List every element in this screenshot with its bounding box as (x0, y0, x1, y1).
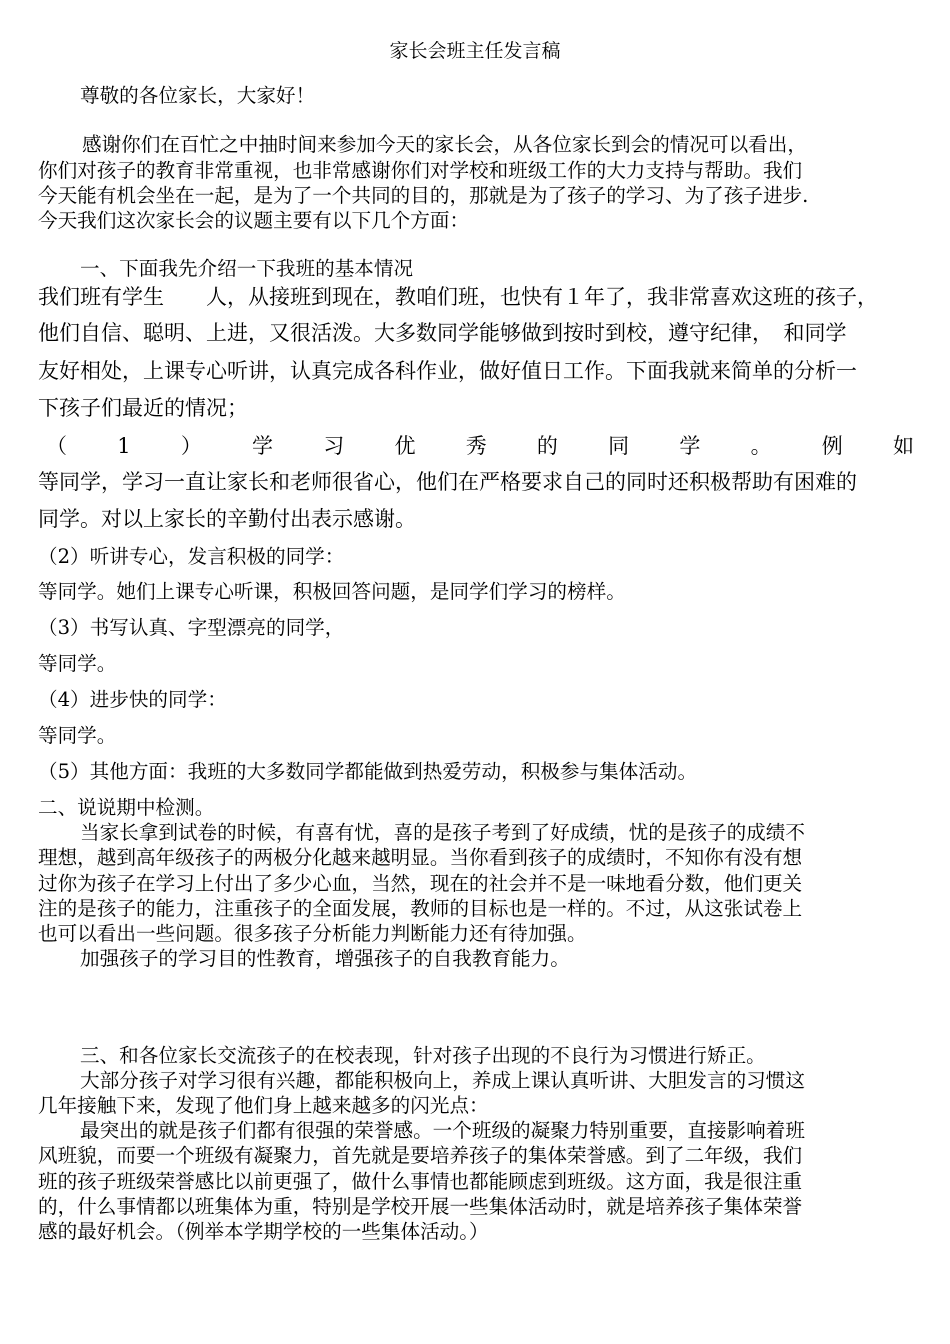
text-line: 加强孩子的学习目的性教育，增强孩子的自我教育能力。 (80, 947, 570, 970)
item1-char: 秀 (465, 434, 487, 458)
item1-char: 同 (608, 434, 630, 458)
text-line: 大部分孩子对学习很有兴趣，都能积极向上，养成上课认真听讲、大胆发言的习惯这 (80, 1069, 805, 1092)
text-line: 感的最好机会。（例举本学期学校的一些集体活动。） (38, 1220, 489, 1243)
text-line: 友好相处，上课专心听讲，认真完成各科作业，做好值日工作。下面我就来简单的分析一 (38, 359, 857, 383)
item2-heading: （2）听讲专心，发言积极的同学： (38, 545, 345, 568)
text-line: 同学。对以上家长的辛勤付出表示感谢。 (38, 507, 416, 531)
greeting: 尊敬的各位家长，大家好！ (80, 84, 316, 107)
text-line: 当家长拿到试卷的时候，有喜有忧，喜的是孩子考到了好成绩，忧的是孩子的成绩不 (80, 821, 805, 844)
item1-char: 。 (750, 434, 772, 458)
item1-char: ） (180, 434, 202, 458)
document-title: 家长会班主任发言稿 (389, 40, 561, 62)
text-line: 你们对孩子的教育非常重视，也非常感谢你们对学校和班级工作的大力支持与帮助。我们 (38, 159, 803, 182)
text-line: 的，什么事情都以班集体为重，特别是学校开展一些集体活动时，就是培养孩子集体荣誉 (38, 1195, 803, 1218)
text-line: 几年接触下来，发现了他们身上越来越多的闪光点： (38, 1094, 489, 1117)
item1-char: 学 (252, 434, 274, 458)
text-line: 风班貌，而要一个班级有凝聚力，首先就是要培养孩子的集体荣誉感。到了二年级，我们 (38, 1144, 803, 1167)
item4-detail: 等同学。 (38, 724, 117, 747)
item1-char: 优 (394, 434, 416, 458)
text-line: 过你为孩子在学习上付出了多少心血，当然，现在的社会并不是一味地看分数，他们更关 (38, 872, 803, 895)
text-line: 班的孩子班级荣誉感比以前更强了，做什么事情也都能顾虑到班级。这方面，我是很注重 (38, 1170, 803, 1193)
text-line: 下孩子们最近的情况； (38, 396, 248, 420)
item5-text: （5）其他方面：我班的大多数同学都能做到热爱劳动，积极参与集体活动。 (38, 760, 698, 783)
item1-char: 例 (821, 434, 843, 458)
section-heading: 三、和各位家长交流孩子的在校表现，针对孩子出现的不良行为习惯进行矫正。 (80, 1044, 766, 1067)
text-line: 也可以看出一些问题。很多孩子分析能力判断能力还有待加强。 (38, 922, 587, 945)
section-heading: 二、说说期中检测。 (38, 796, 215, 819)
item3-detail: 等同学。 (38, 652, 117, 675)
item4-heading: （4）进步快的同学： (38, 688, 227, 711)
text-line: 今天能有机会坐在一起，是为了一个共同的目的，那就是为了孩子的学习、为了孩子进步. (38, 184, 809, 207)
text-line: 感谢你们在百忙之中抽时间来参加今天的家长会，从各位家长到会的情况可以看出， (82, 133, 807, 156)
text-line: 他们自信、聪明、上进，又很活泼。大多数同学能够做到按时到校，遵守纪律， 和同学 (38, 321, 847, 345)
text-line: 今天我们这次家长会的议题主要有以下几个方面： (38, 209, 470, 232)
section-heading: 一、下面我先介绍一下我班的基本情况 (80, 257, 414, 280)
item3-heading: （3）书写认真、字型漂亮的同学， (38, 616, 345, 639)
item1-char: 学 (679, 434, 701, 458)
text-line: 理想，越到高年级孩子的两极分化越来越明显。当你看到孩子的成绩时，不知你有没有想 (38, 846, 803, 869)
text-line: 最突出的就是孩子们都有很强的荣誉感。一个班级的凝聚力特别重要，直接影响着班 (80, 1119, 805, 1142)
text-line: 我们班有学生 人，从接班到现在，教咱们班，也快有１年了，我非常喜欢这班的孩子， (38, 285, 878, 309)
item1-char: （ (46, 434, 67, 458)
text-line: 注的是孩子的能力，注重孩子的全面发展，教师的目标也是一样的。不过，从这张试卷上 (38, 897, 803, 920)
item1-char: 习 (323, 434, 345, 458)
text-line: 等同学，学习一直让家长和老师很省心，他们在严格要求自己的同时还积极帮助有困难的 (38, 470, 857, 494)
item1-char: 的 (536, 434, 558, 458)
item1-char: 如 (893, 434, 914, 458)
item1-char: 1 (117, 434, 131, 458)
item2-detail: 等同学。她们上课专心听课，积极回答问题，是同学们学习的榜样。 (38, 580, 626, 603)
item1-heading-line (46, 436, 914, 457)
